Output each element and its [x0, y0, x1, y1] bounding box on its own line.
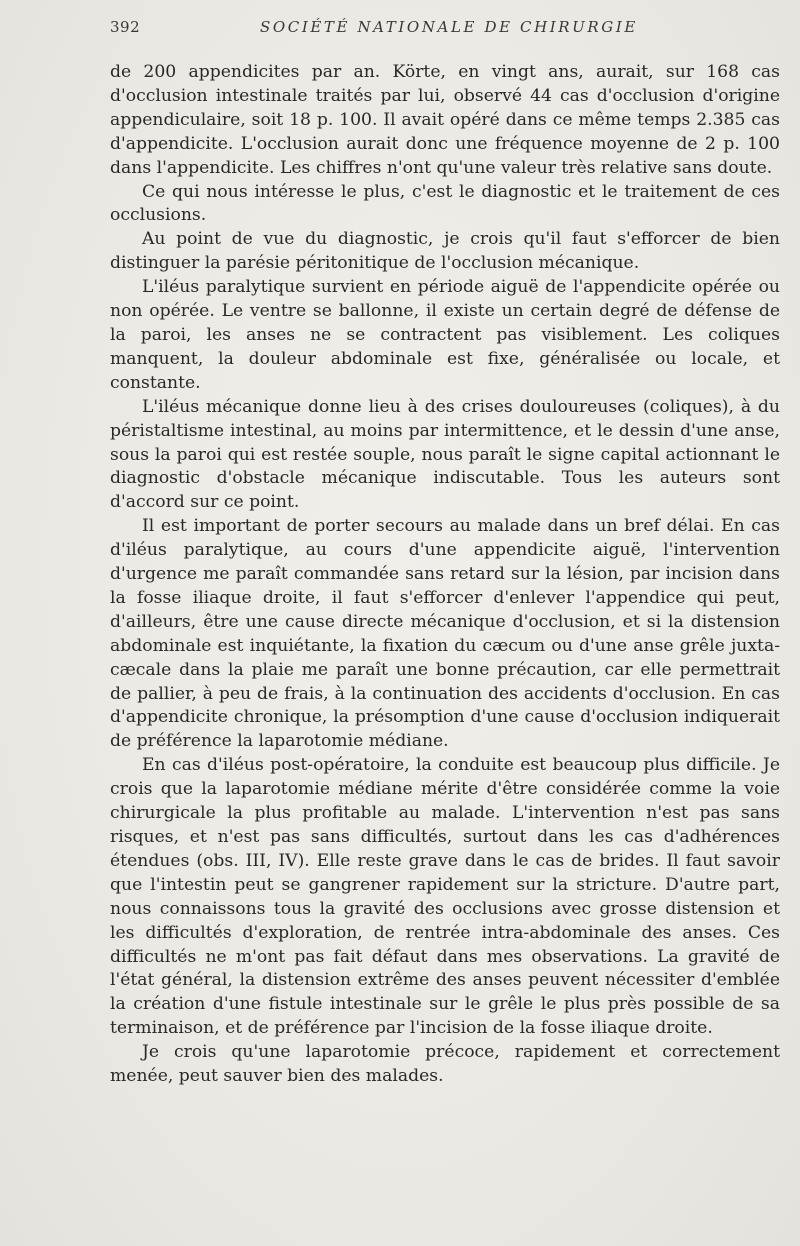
paragraph: En cas d'iléus post-opératoire, la conduite est beaucoup plus difficile. Je crois que la laparotomie médiane mérite d'être considérée comme la voie chirurgicale la plus profitable au malade. L'intervention n'est pas sans risques, et n'est pas sans difficultés, surtout dans les cas d'adhérences étendues (obs. III, IV). Elle reste grave dans le cas de brides. Il faut savoir que l'intestin peut se gangrener rapidement sur la stricture. D'autre part, nous connaissons tous la gravité des occlusions avec grosse distension et les difficultés d'exploration, de rentrée intra-abdominale des anses. Ces difficultés ne m'ont pas fait défaut dans mes observations. La gravité de l'état général, la distension extrême des anses peuvent nécessiter d'emblée la création d'une fistule intestinale sur le grêle le plus près possible de sa terminaison, et de préférence par l'incision de la fosse iliaque droite. [110, 755, 780, 1039]
paragraph: L'iléus paralytique survient en période aiguë de l'appendicite opérée ou non opérée. Le ventre se ballonne, il existe un certain degré de défense de la paroi, les anses ne se contractent pas visiblement. Les coliques manquent, la douleur abdominale est fixe, généralisée ou locale, et constante. [110, 277, 780, 393]
paragraph: Il est important de porter secours au malade dans un bref délai. En cas d'iléus paralytique, au cours d'une appendicite aiguë, l'intervention d'urgence me paraît commandée sans retard sur la lésion, par incision dans la fosse iliaque droite, il faut s'efforcer d'enlever l'appendice qui peut, d'ailleurs, être une cause directe mécanique d'occlusion, et si la distension abdominale est inquiétante, la fixation du cæcum ou d'une anse grêle juxta-cæcale dans la plaie me paraît une bonne précaution, car elle permettrait de pallier, à peu de frais, à la continuation des accidents d'occlusion. En cas d'appendicite chronique, la présomption d'une cause d'occlusion indiquerait de préférence la laparotomie médiane. [110, 516, 780, 752]
body-text [110, 61, 780, 1089]
paragraph: Ce qui nous intéresse le plus, c'est le diagnostic et le traitement de ces occlusions. [110, 181, 780, 226]
page-number: 392 [110, 18, 141, 36]
paragraph: L'iléus mécanique donne lieu à des crises douloureuses (coliques), à du péristaltisme intestinal, au moins par intermittence, et le dessin d'une anse, sous la paroi qui est restée souple, nous paraît le signe capital actionnant le diagnostic d'obstacle mécanique indiscutable. Tous les auteurs sont d'accord sur ce point. [110, 396, 780, 513]
paragraph: Je crois qu'une laparotomie précoce, rapidement et correctement menée, peut sauver bien des malades. [110, 1042, 780, 1087]
running-head [110, 18, 760, 40]
journal-title: SOCIÉTÉ NATIONALE DE CHIRURGIE [260, 18, 638, 36]
paragraph-continuation: de 200 appendicites par an. Körte, en vingt ans, aurait, sur 168 cas d'occlusion intestinale traités par lui, observé 44 cas d'occlusion d'origine appendiculaire, soit 18 p. 100. Il avait opéré dans ce même temps 2.385 cas d'appendicite. L'occlusion aurait donc une fréquence moyenne de 2 p. 100 dans l'appendicite. Les chiffres n'ont qu'une valeur très relative sans doute. [110, 62, 780, 178]
paragraph: Au point de vue du diagnostic, je crois qu'il faut s'efforcer de bien distinguer la parésie péritonitique de l'occlusion mécanique. [110, 229, 780, 274]
